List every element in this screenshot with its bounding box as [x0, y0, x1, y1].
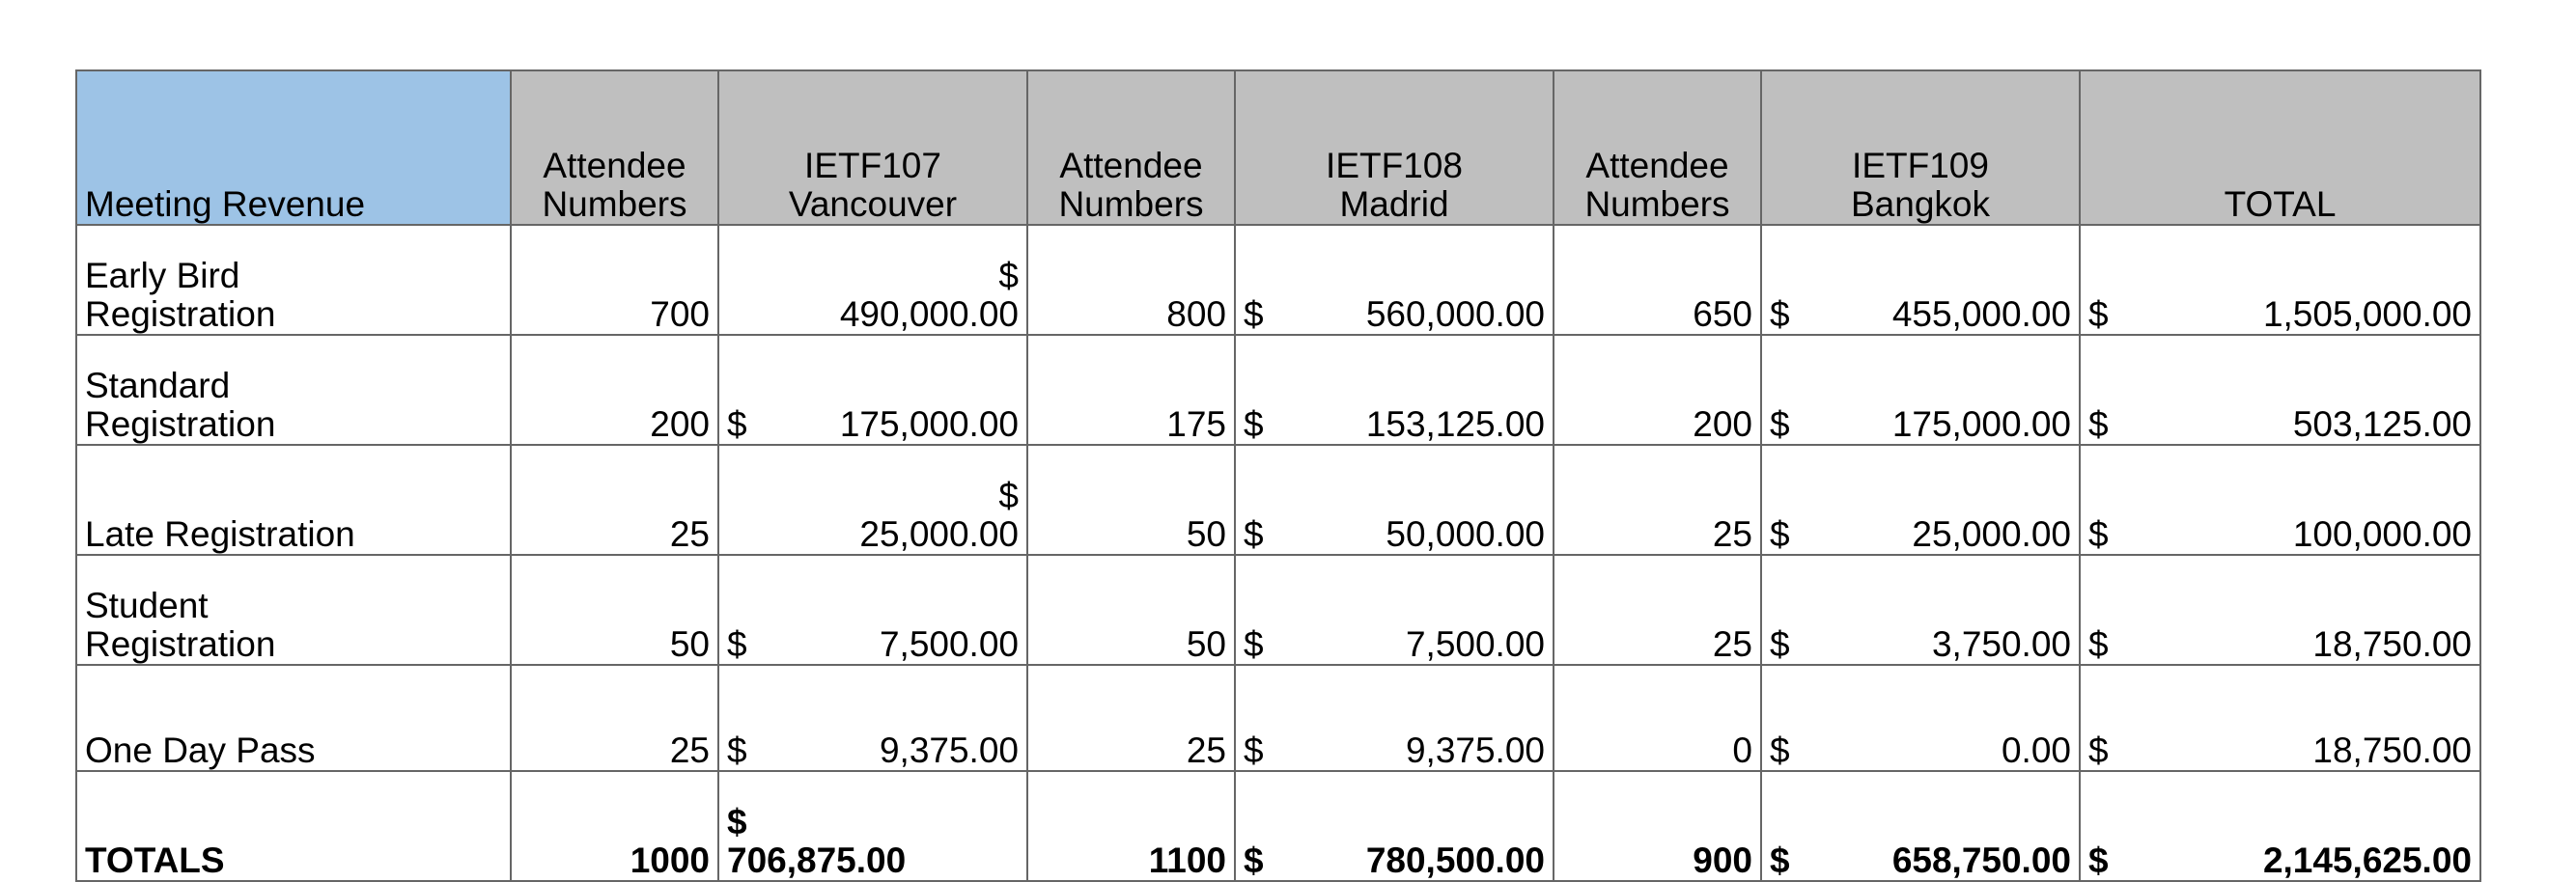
currency-amount: 490,000.00 [839, 294, 1019, 335]
meeting-revenue-spreadsheet [75, 69, 2481, 882]
cell-revenue-109[interactable] [1761, 555, 2080, 665]
currency-symbol: $ [1770, 841, 1790, 881]
row-label-cell[interactable] [76, 555, 511, 665]
column-header-attendee-numbers-107[interactable] [511, 70, 718, 225]
column-header-ietf108-madrid[interactable] [1235, 70, 1554, 225]
table-row [76, 445, 2480, 555]
currency-symbol: $ [1244, 404, 1264, 445]
currency-symbol: $ [998, 256, 1019, 296]
column-header-line2: Meeting Revenue [85, 184, 366, 225]
column-header-ietf109-bangkok[interactable] [1761, 70, 2080, 225]
currency-amount: 455,000.00 [1891, 294, 2071, 335]
currency-symbol: $ [2088, 514, 2109, 555]
cell-revenue-109[interactable] [1761, 665, 2080, 771]
row-label-line2: Registration [85, 624, 276, 665]
currency-amount: 7,500.00 [879, 624, 1019, 665]
column-header-line1: Attendee [1059, 146, 1203, 186]
currency-amount: 3,750.00 [1931, 624, 2071, 665]
currency-symbol: $ [1770, 404, 1790, 445]
column-header-line1: Attendee [543, 146, 686, 186]
currency-symbol: $ [1244, 514, 1264, 555]
currency-symbol: $ [1244, 730, 1264, 771]
cell-revenue-108[interactable] [1235, 665, 1554, 771]
column-header-line2: Numbers [1584, 184, 1730, 225]
cell-revenue-108[interactable] [1235, 771, 1554, 881]
cell-revenue-109[interactable] [1761, 771, 2080, 881]
currency-amount: 0.00 [2001, 730, 2071, 771]
currency-amount: 560,000.00 [1365, 294, 1545, 335]
currency-amount: 18,750.00 [2312, 624, 2472, 665]
currency-amount: 25,000.00 [1912, 514, 2071, 555]
currency-symbol: $ [2088, 404, 2109, 445]
column-header-line2: Numbers [1058, 184, 1204, 225]
meeting-revenue-table [75, 69, 2481, 882]
cell-total[interactable] [2080, 771, 2480, 881]
column-header-line2: Madrid [1339, 184, 1449, 225]
cell-revenue-108[interactable] [1235, 555, 1554, 665]
cell-revenue-107[interactable] [718, 555, 1027, 665]
currency-symbol: $ [1244, 624, 1264, 665]
currency-amount: 100,000.00 [2292, 514, 2472, 555]
table-row-totals [76, 771, 2480, 881]
row-label-line2: TOTALS [85, 841, 225, 881]
currency-amount: 2,145,625.00 [2262, 841, 2472, 881]
currency-amount: 9,375.00 [879, 730, 1019, 771]
cell-revenue-108[interactable] [1235, 445, 1554, 555]
cell-attendees-109[interactable]: 0 [1554, 665, 1761, 771]
cell-revenue-107[interactable] [718, 335, 1027, 445]
row-label-line2: Late Registration [85, 514, 355, 555]
cell-revenue-109[interactable] [1761, 335, 2080, 445]
cell-revenue-108[interactable] [1235, 335, 1554, 445]
cell-revenue-107[interactable] [718, 445, 1027, 555]
column-header-attendee-numbers-108[interactable] [1027, 70, 1235, 225]
row-label-cell[interactable] [76, 225, 511, 335]
cell-attendees-109[interactable]: 200 [1554, 335, 1761, 445]
currency-amount: 175,000.00 [839, 404, 1019, 445]
row-label-line1: Student [85, 586, 209, 626]
row-label-line1: Standard [85, 366, 231, 406]
cell-attendees-107[interactable]: 25 [511, 665, 718, 771]
column-header-total[interactable] [2080, 70, 2480, 225]
column-header-line1: Attendee [1585, 146, 1729, 186]
column-header-attendee-numbers-109[interactable] [1554, 70, 1761, 225]
cell-total[interactable] [2080, 445, 2480, 555]
table-row [76, 555, 2480, 665]
cell-attendees-109[interactable]: 25 [1554, 445, 1761, 555]
table-row [76, 665, 2480, 771]
column-header-ietf107-vancouver[interactable] [718, 70, 1027, 225]
currency-symbol: $ [1244, 294, 1264, 335]
row-label-line1: Early Bird [85, 256, 240, 296]
cell-revenue-108[interactable] [1235, 225, 1554, 335]
cell-attendees-107[interactable]: 50 [511, 555, 718, 665]
column-header-line2: TOTAL [2224, 184, 2337, 225]
currency-amount: 175,000.00 [1891, 404, 2071, 445]
cell-revenue-107[interactable] [718, 225, 1027, 335]
cell-total[interactable] [2080, 225, 2480, 335]
currency-amount: 50,000.00 [1386, 514, 1545, 555]
row-label-cell[interactable] [76, 771, 511, 881]
row-label-cell[interactable] [76, 445, 511, 555]
cell-attendees-107[interactable]: 700 [511, 225, 718, 335]
table-row [76, 225, 2480, 335]
row-label-line2: Registration [85, 404, 276, 445]
cell-attendees-108[interactable]: 50 [1027, 445, 1235, 555]
currency-symbol: $ [2088, 841, 2109, 881]
currency-symbol: $ [1770, 730, 1790, 771]
column-header-line1: IETF108 [1326, 146, 1463, 186]
cell-total[interactable] [2080, 665, 2480, 771]
cell-total[interactable] [2080, 555, 2480, 665]
column-header-line2: Vancouver [788, 184, 958, 225]
cell-revenue-107[interactable] [718, 771, 1027, 881]
table-row [76, 335, 2480, 445]
row-label-cell[interactable] [76, 665, 511, 771]
currency-symbol: $ [727, 730, 747, 771]
cell-attendees-108[interactable]: 800 [1027, 225, 1235, 335]
cell-attendees-108[interactable]: 50 [1027, 555, 1235, 665]
table-header-row [76, 70, 2480, 225]
column-header-line1: IETF107 [804, 146, 941, 186]
currency-amount: 1,505,000.00 [2262, 294, 2472, 335]
currency-amount: 9,375.00 [1405, 730, 1545, 771]
cell-attendees-109[interactable]: 650 [1554, 225, 1761, 335]
currency-amount: 7,500.00 [1405, 624, 1545, 665]
currency-symbol: $ [1770, 294, 1790, 335]
cell-revenue-109[interactable] [1761, 445, 2080, 555]
cell-attendees-108[interactable]: 25 [1027, 665, 1235, 771]
row-label-line2: Registration [85, 294, 276, 335]
currency-symbol: $ [1244, 841, 1264, 881]
currency-symbol: $ [2088, 624, 2109, 665]
cell-revenue-107[interactable] [718, 665, 1027, 771]
column-header-line2: Numbers [542, 184, 687, 225]
currency-symbol: $ [727, 404, 747, 445]
currency-amount: 780,500.00 [1365, 841, 1545, 881]
cell-revenue-109[interactable] [1761, 225, 2080, 335]
currency-symbol: $ [727, 624, 747, 665]
column-header-line1: IETF109 [1852, 146, 1989, 186]
currency-amount: 18,750.00 [2312, 730, 2472, 771]
column-header-meeting-revenue[interactable] [76, 70, 511, 225]
cell-attendees-109[interactable]: 25 [1554, 555, 1761, 665]
currency-symbol: $ [1770, 514, 1790, 555]
row-label-line2: One Day Pass [85, 730, 316, 771]
currency-symbol: $ [1770, 624, 1790, 665]
cell-attendees-108[interactable]: 175 [1027, 335, 1235, 445]
cell-attendees-107[interactable]: 200 [511, 335, 718, 445]
currency-amount: 153,125.00 [1365, 404, 1545, 445]
cell-attendees-107[interactable]: 1000 [511, 771, 718, 881]
row-label-cell[interactable] [76, 335, 511, 445]
cell-attendees-108[interactable]: 1100 [1027, 771, 1235, 881]
currency-symbol: $ [2088, 730, 2109, 771]
column-header-line2: Bangkok [1851, 184, 1990, 225]
currency-symbol: $ [2088, 294, 2109, 335]
currency-amount: 503,125.00 [2292, 404, 2472, 445]
currency-amount: 25,000.00 [859, 514, 1019, 555]
currency-amount: 658,750.00 [1891, 841, 2071, 881]
cell-attendees-107[interactable]: 25 [511, 445, 718, 555]
currency-symbol: $ [727, 802, 747, 842]
cell-attendees-109[interactable]: 900 [1554, 771, 1761, 881]
currency-symbol: $ [998, 476, 1019, 516]
currency-amount: 706,875.00 [727, 841, 907, 881]
cell-total[interactable] [2080, 335, 2480, 445]
